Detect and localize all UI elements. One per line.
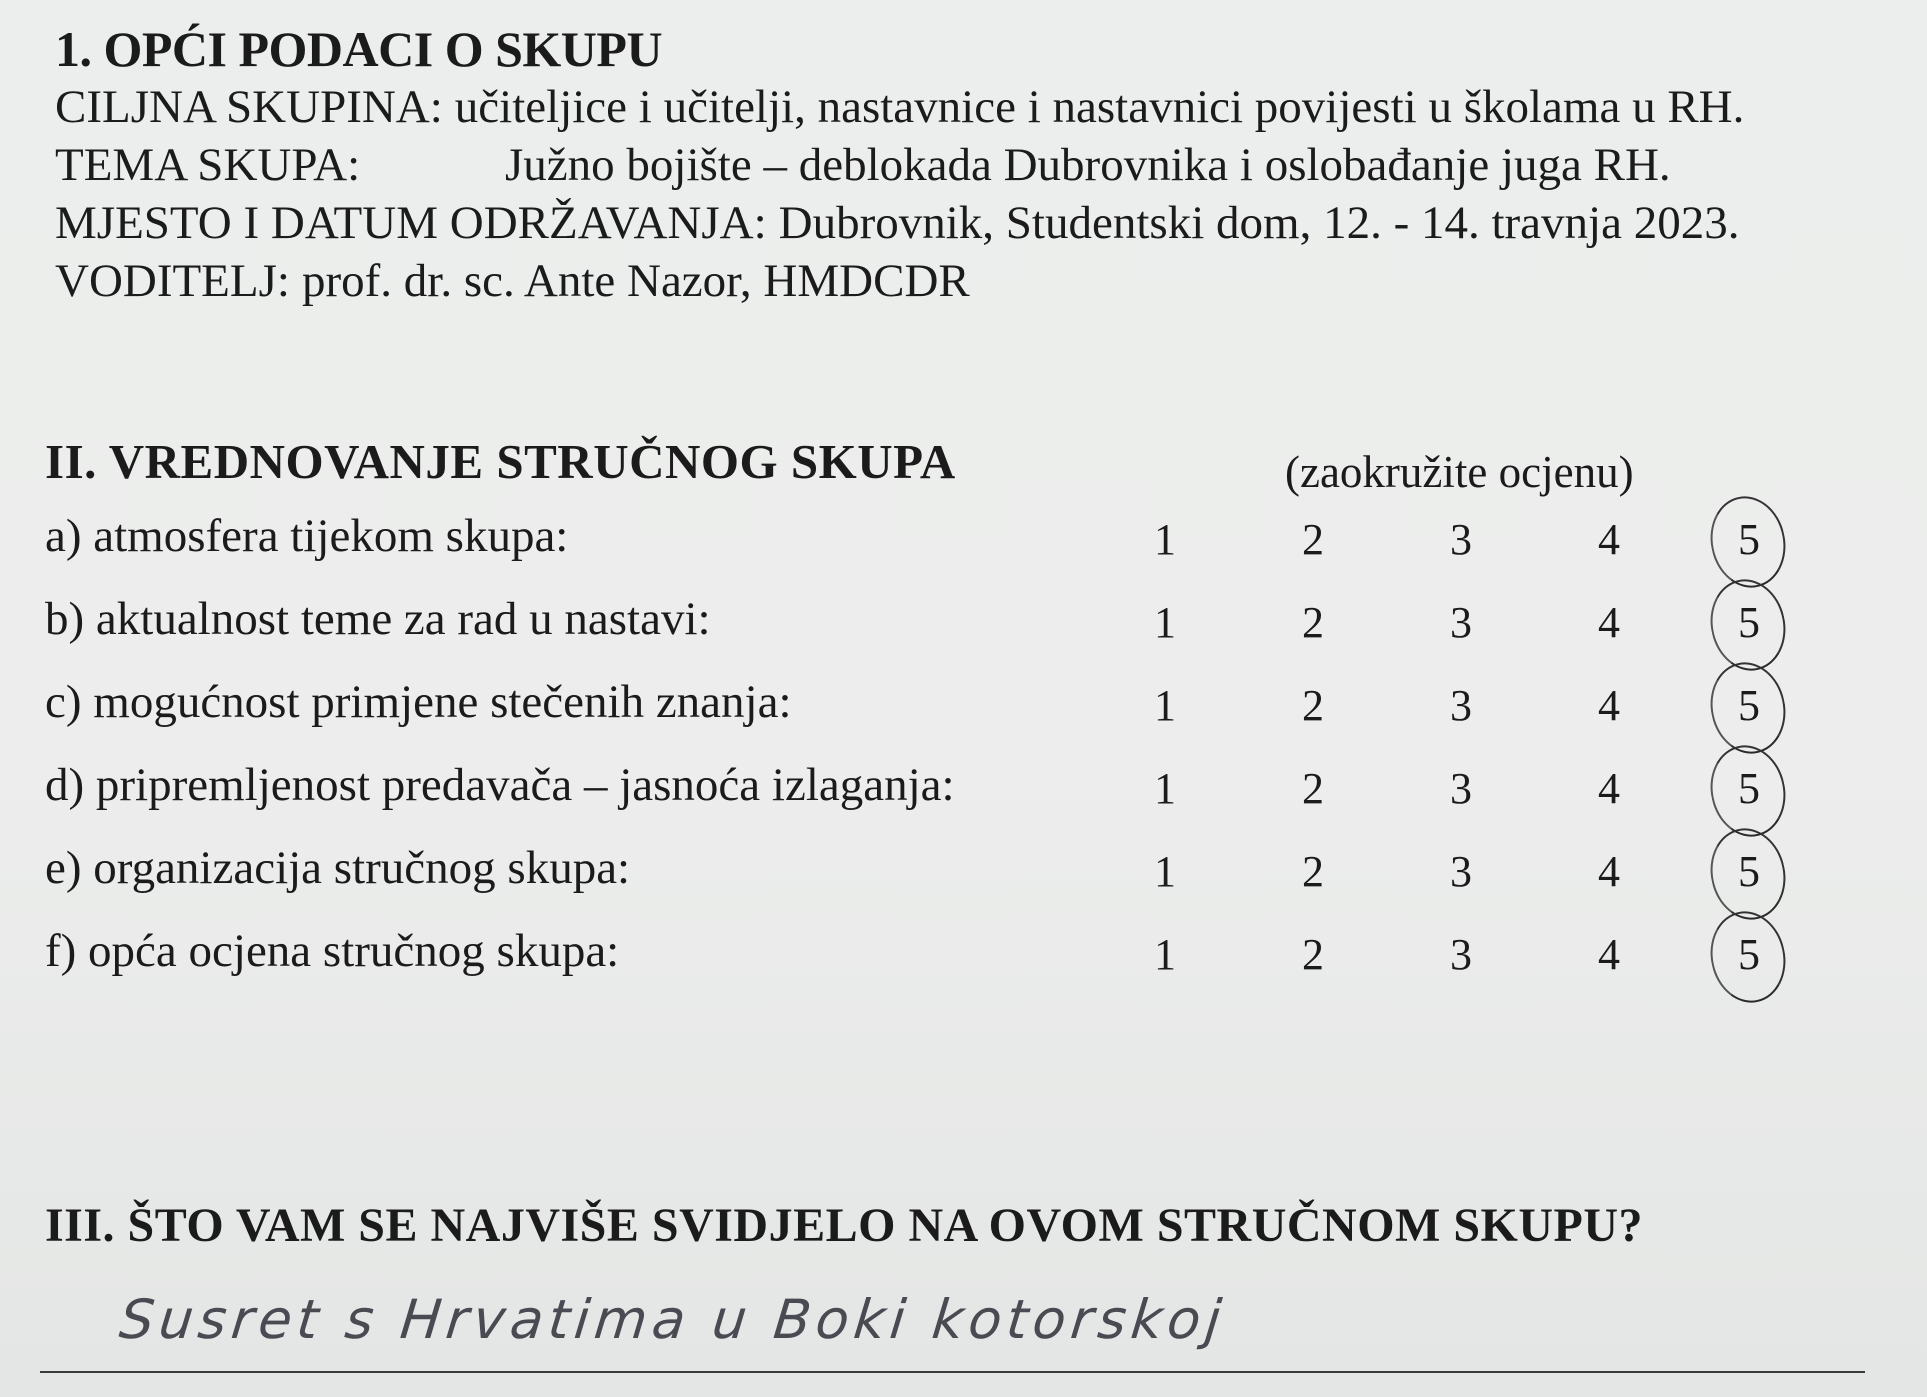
score-option-5[interactable]: 5 xyxy=(1738,930,1760,979)
liked-question: III. ŠTO VAM SE NAJVIŠE SVIDJELO NA OVOM STRUČNOM SKUPU? xyxy=(45,1199,1644,1252)
evaluation-question: c) mogućnost primjene stečenih znanja: xyxy=(45,676,792,728)
leader-line xyxy=(55,252,1905,310)
evaluation-hint: (zaokružite ocjenu) xyxy=(1285,447,1634,497)
score-option-2[interactable]: 2 xyxy=(1302,930,1324,979)
leader-label: VODITELJ: xyxy=(55,255,290,307)
score-option-4[interactable]: 4 xyxy=(1598,681,1620,730)
evaluation-question: f) opća ocjena stručnog skupa: xyxy=(45,925,620,977)
score-option-5[interactable]: 5 xyxy=(1738,764,1760,813)
score-option-1[interactable]: 1 xyxy=(1154,515,1176,564)
score-option-5[interactable]: 5 xyxy=(1738,515,1760,564)
score-option-4[interactable]: 4 xyxy=(1598,847,1620,896)
score-option-4[interactable]: 4 xyxy=(1598,764,1620,813)
topic-label: TEMA SKUPA: xyxy=(55,139,361,191)
score-option-3[interactable]: 3 xyxy=(1450,764,1472,813)
score-option-2[interactable]: 2 xyxy=(1302,681,1324,730)
handwritten-answer: Susret s Hrvatima u Boki kotorskoj xyxy=(116,1288,1229,1351)
score-option-4[interactable]: 4 xyxy=(1598,598,1620,647)
score-option-4[interactable]: 4 xyxy=(1598,930,1620,979)
score-option-3[interactable]: 3 xyxy=(1450,847,1472,896)
liked-section xyxy=(45,1196,1895,1351)
general-info-title: 1. OPĆI PODACI O SKUPU xyxy=(55,21,663,77)
place-date-value: Dubrovnik, Studentski dom, 12. - 14. travnja 2023. xyxy=(778,197,1740,249)
score-option-4[interactable]: 4 xyxy=(1598,515,1620,564)
general-info-section xyxy=(55,20,1905,310)
score-option-2[interactable]: 2 xyxy=(1302,764,1324,813)
evaluation-row xyxy=(45,502,1895,585)
evaluation-question: b) aktualnost teme za rad u nastavi: xyxy=(45,593,711,645)
target-group-label: CILJNA SKUPINA: xyxy=(55,81,443,133)
evaluation-title: II. VREDNOVANJE STRUČNOG SKUPA xyxy=(45,434,956,489)
evaluation-question: d) pripremljenost predavača – jasnoća izlaganja: xyxy=(45,759,955,811)
evaluation-row xyxy=(45,834,1895,917)
score-option-1[interactable]: 1 xyxy=(1154,598,1176,647)
score-option-3[interactable]: 3 xyxy=(1450,515,1472,564)
leader-value: prof. dr. sc. Ante Nazor, HMDCDR xyxy=(301,255,970,307)
topic-value: Južno bojište – deblokada Dubrovnika i oslobađanje juga RH. xyxy=(505,139,1671,191)
evaluation-row xyxy=(45,751,1895,834)
evaluation-header xyxy=(45,432,1895,502)
evaluation-question: e) organizacija stručnog skupa: xyxy=(45,842,631,894)
evaluation-question: a) atmosfera tijekom skupa: xyxy=(45,510,569,562)
score-option-2[interactable]: 2 xyxy=(1302,598,1324,647)
evaluation-section xyxy=(45,432,1895,1000)
evaluation-rows xyxy=(45,502,1895,1000)
score-option-5[interactable]: 5 xyxy=(1738,598,1760,647)
evaluation-row xyxy=(45,917,1895,1000)
place-date-label: MJESTO I DATUM ODRŽAVANJA: xyxy=(55,197,767,249)
topic-line xyxy=(55,136,1905,194)
answer-line xyxy=(40,1371,1865,1373)
selected-score-circle xyxy=(1702,904,1794,1009)
score-option-1[interactable]: 1 xyxy=(1154,930,1176,979)
target-group-value: učiteljice i učitelji, nastavnice i nastavnici povijesti u školama u RH. xyxy=(454,81,1745,133)
evaluation-row xyxy=(45,668,1895,751)
score-option-1[interactable]: 1 xyxy=(1154,847,1176,896)
score-option-1[interactable]: 1 xyxy=(1154,681,1176,730)
score-option-1[interactable]: 1 xyxy=(1154,764,1176,813)
score-option-2[interactable]: 2 xyxy=(1302,515,1324,564)
score-option-3[interactable]: 3 xyxy=(1450,930,1472,979)
score-option-5[interactable]: 5 xyxy=(1738,847,1760,896)
evaluation-row xyxy=(45,585,1895,668)
score-option-3[interactable]: 3 xyxy=(1450,598,1472,647)
score-option-5[interactable]: 5 xyxy=(1738,681,1760,730)
score-option-3[interactable]: 3 xyxy=(1450,681,1472,730)
target-group-line xyxy=(55,78,1905,136)
score-option-2[interactable]: 2 xyxy=(1302,847,1324,896)
place-date-line xyxy=(55,194,1905,252)
